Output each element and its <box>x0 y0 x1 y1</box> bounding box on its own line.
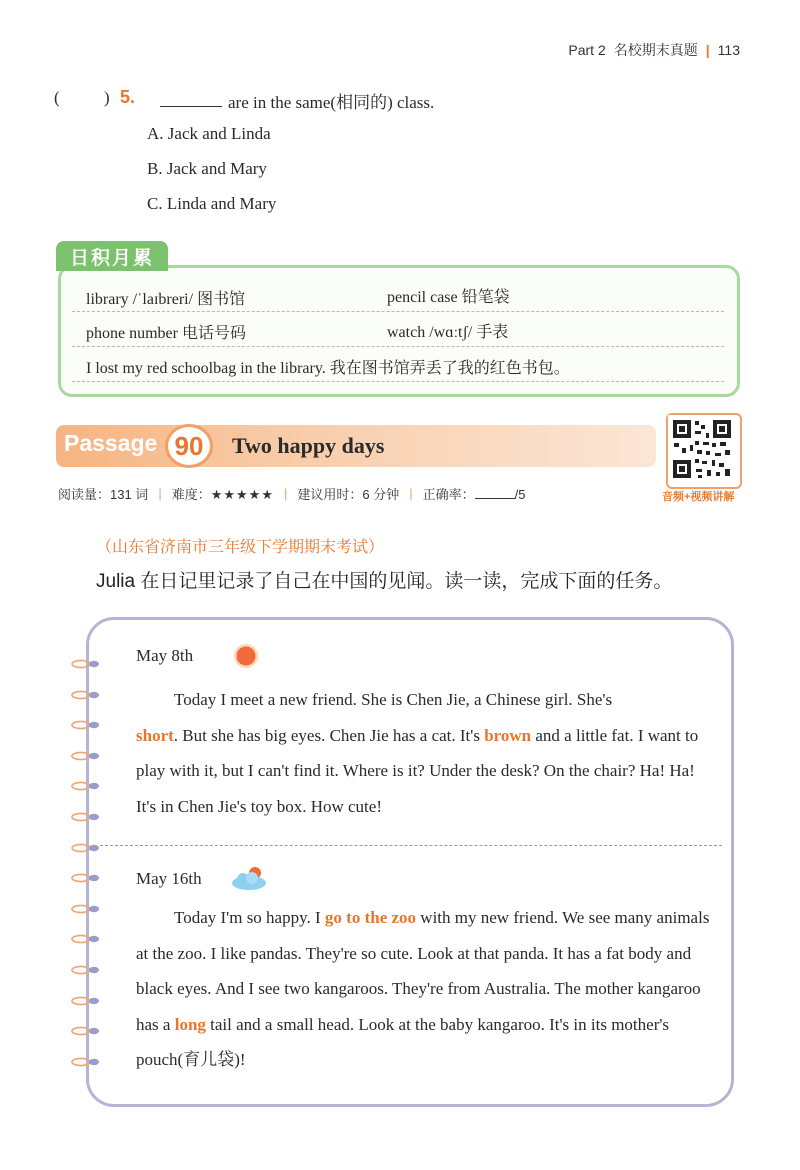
qr-code-icon <box>668 415 736 483</box>
cloudy-icon <box>229 864 269 897</box>
sun-icon <box>233 643 259 674</box>
answer-paren-open: ( <box>54 88 60 107</box>
qr-code[interactable] <box>666 413 742 489</box>
accuracy-blank <box>475 498 515 499</box>
suggested-time: 建议用时：6 分钟 <box>297 487 400 502</box>
spiral-ring <box>70 748 102 758</box>
spiral-ring <box>70 1023 102 1033</box>
option-a: A. Jack and Linda <box>147 124 271 143</box>
passage-meta <box>58 484 525 503</box>
meta-separator: | <box>284 486 288 501</box>
entry-text: Today I'm so happy. I go to the zoo with my new friend. We see many animals at the zoo. I like pandas. They're so cute. Look at that panda. It has a fat body and black eyes. And I see two kangaroos. They're from Australia. The mother kangaroo has a long tail and a small head. Look at the baby kangaroo. It's in its mother's pouch(育儿袋)! <box>136 908 710 1069</box>
passage-label: Passage <box>64 430 158 456</box>
entry-text: Today I meet a new friend. She is Chen Jie, a Chinese girl. She's short. But she has big eyes. Chen Jie has a cat. It's brown and a little fat. I want to play with it, but I can't find it. Where is it? Under the desk? On the chair? Ha! Ha! It's in Chen Jie's toy box. How cute! <box>136 690 699 816</box>
vocab-item: pencil case 铅笔袋 <box>387 289 510 306</box>
vocab-sentence: I lost my red schoolbag in the library. 我在图书馆弄丢了我的红色书包。 <box>86 360 570 377</box>
spiral-ring <box>70 717 102 727</box>
page-header <box>568 40 740 60</box>
highlight-word: brown <box>484 725 532 745</box>
question-stem: are in the same(相同的) class. <box>228 93 435 112</box>
accuracy: 正确率： /5 <box>422 487 526 502</box>
vocab-item: watch /wɑːtʃ/ 手表 <box>387 324 509 341</box>
meta-separator: | <box>158 486 162 501</box>
vocab-item: phone number 电话号码 <box>86 325 246 342</box>
entry-date: May 8th <box>136 646 194 665</box>
reading-count: 阅读量：131 词 <box>58 487 149 502</box>
spiral-ring <box>70 687 102 697</box>
passage-instruction: Julia 在日记里记录了自己在中国的见闻。读一读，完成下面的任务。 <box>96 571 673 592</box>
qr-caption: 音频+视频讲解 <box>662 491 735 503</box>
page-number: 113 <box>717 42 740 58</box>
passage-number: 90 <box>165 424 213 468</box>
option-b: B. Jack and Mary <box>147 159 267 178</box>
vocab-item: library /ˈlaɪbreri/ 图书馆 <box>86 291 246 308</box>
highlight-word: long <box>174 1014 206 1034</box>
difficulty-stars: ★★★★★ <box>210 487 274 502</box>
header-part: Part 2 <box>568 42 606 58</box>
highlight-word: short <box>136 725 174 745</box>
passage-title: Two happy days <box>232 433 385 458</box>
answer-blank <box>160 106 222 107</box>
header-separator: | <box>705 42 710 58</box>
vocab-title: 日积月累 <box>56 241 168 271</box>
option-c: C. Linda and Mary <box>147 194 277 213</box>
spiral-ring <box>70 962 102 972</box>
highlight-phrase: go to the zoo <box>324 908 417 927</box>
spiral-ring <box>70 656 102 666</box>
spiral-ring <box>70 870 102 880</box>
entry-divider <box>100 845 722 846</box>
entry-date: May 16th <box>136 869 202 888</box>
meta-separator: | <box>409 486 413 501</box>
answer-paren-close: ) <box>104 88 110 107</box>
spiral-ring <box>70 931 102 941</box>
header-section: 名校期末真题 <box>613 42 698 58</box>
question-number: 5. <box>120 87 136 107</box>
spiral-ring <box>70 809 102 819</box>
difficulty: 难度：★★★★★ <box>171 487 274 502</box>
spiral-ring <box>70 840 102 850</box>
spiral-ring <box>70 993 102 1003</box>
spiral-ring <box>70 901 102 911</box>
spiral-ring <box>70 778 102 788</box>
passage-source: （山东省济南市三年级下学期期末考试） <box>96 539 385 556</box>
spiral-ring <box>70 1054 102 1064</box>
